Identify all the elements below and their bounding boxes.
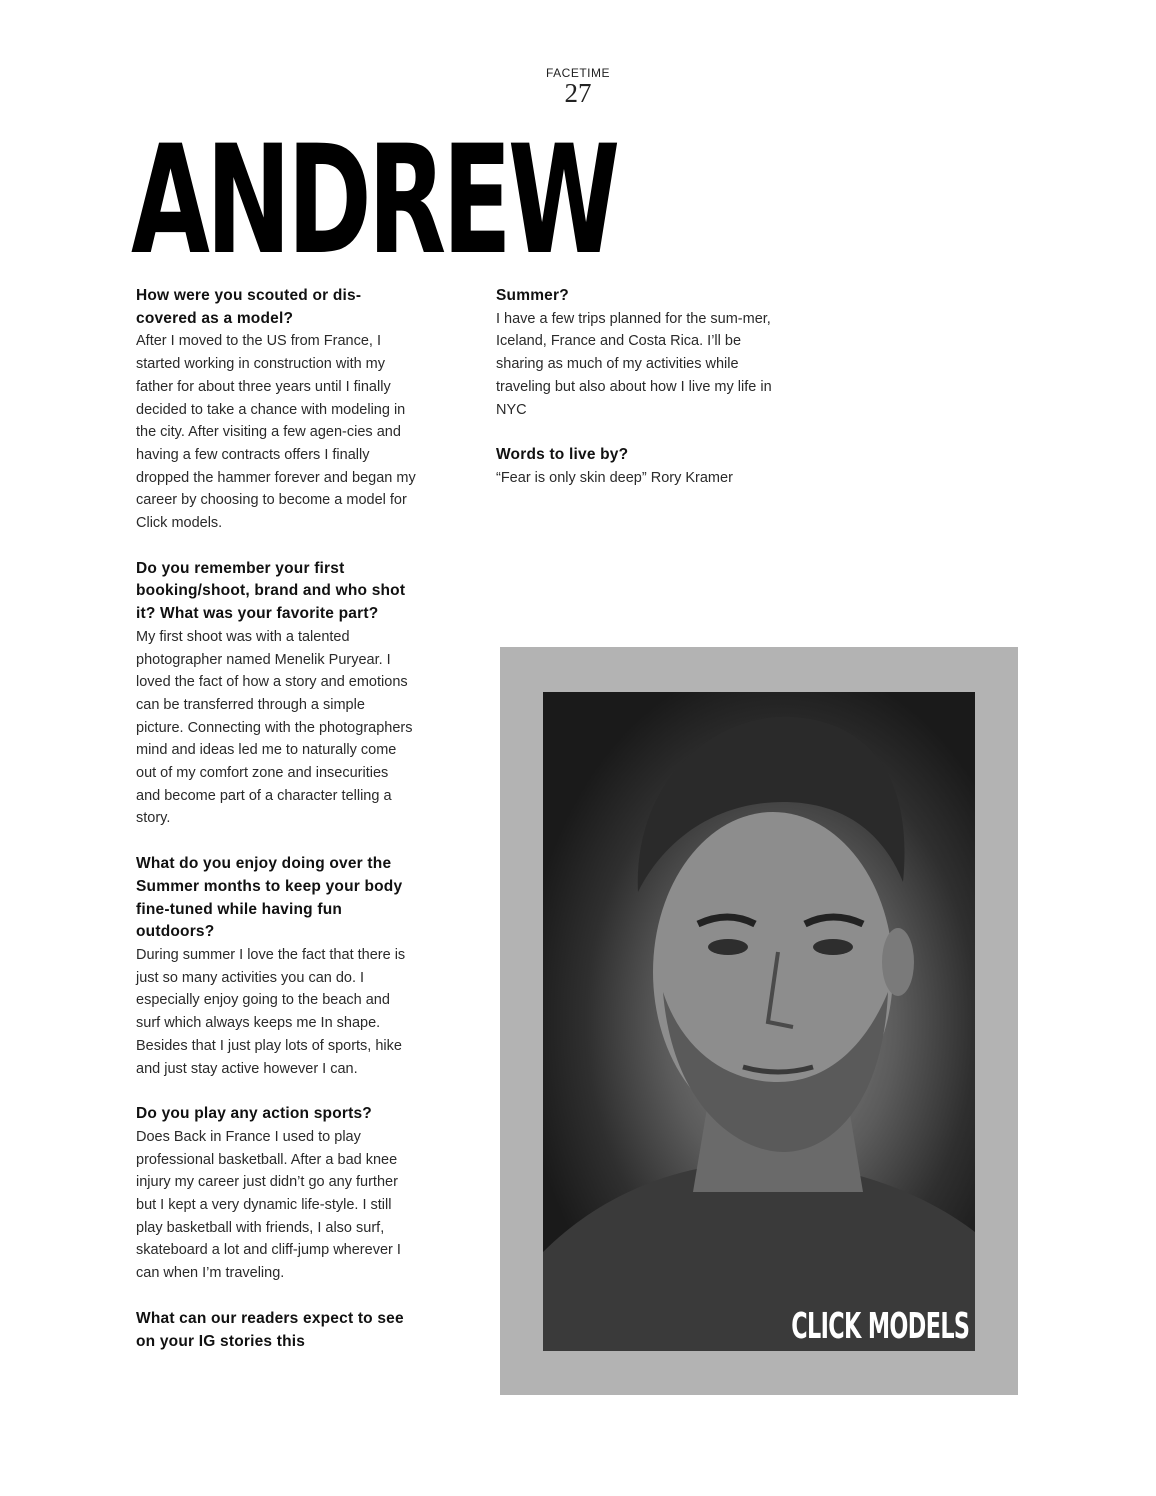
question: How were you scouted or dis-covered as a model? xyxy=(136,287,362,327)
left-column xyxy=(136,285,416,1376)
answer: After I moved to the US from France, I started working in construction with my father for about three years until I finally decided to take a chance with modeling in the city. After visiting a few agen-cies and having a few contracts offers I finally dropped the hammer forever and began my career by choosing to become a model for Click models. xyxy=(136,333,416,532)
qa-block xyxy=(136,285,416,535)
answer: Does Back in France I used to play professional basketball. After a bad knee injury my career just didn’t go any further but I kept a very dynamic life-style. I still play basketball with friends, I also surf, skateboard a lot and cliff-jump wherever I can when I’m traveling. xyxy=(136,1128,401,1282)
answer: “Fear is only skin deep” Rory Kramer xyxy=(496,469,733,486)
qa-block xyxy=(136,1308,416,1353)
qa-block xyxy=(496,285,786,421)
question: Do you remember your first booking/shoot, brand and who shot it? What was your favorite part? xyxy=(136,559,406,623)
page-title: ANDREW xyxy=(131,114,617,288)
qa-block xyxy=(496,444,786,489)
watermark: CLICK MODELS xyxy=(790,1306,969,1347)
answer: I have a few trips planned for the sum-mer, Iceland, France and Costa Rica. I’ll be sharing as much of my activities while traveling but also about how I live my life in NYC xyxy=(496,310,772,418)
section-label: FACETIME xyxy=(545,66,610,80)
page-number: 27 xyxy=(564,78,592,108)
question: Summer? xyxy=(496,287,569,304)
qa-block xyxy=(136,1103,416,1285)
portrait-photo xyxy=(543,692,975,1351)
answer: During summer I love the fact that there is just so many activities you can do. I especially enjoy going to the beach and surf which always keeps me In shape. Besides that I just play lots of sports, hike and just stay active however I can. xyxy=(136,946,406,1077)
qa-block xyxy=(136,558,416,830)
right-column xyxy=(496,285,786,513)
question: Words to live by? xyxy=(496,446,629,464)
question: What can our readers expect to see on your IG stories this xyxy=(136,1309,404,1350)
answer: My first shoot was with a talented photographer named Menelik Puryear. I loved the fact of how a story and emotions can be transferred through a simple picture. Connecting with the photographers mind and ideas led me to naturally come out of my comfort zone and insecurities and become part of a character telling a story. xyxy=(136,628,413,827)
question: Do you play any action sports? xyxy=(136,1105,372,1123)
portrait-illustration xyxy=(543,692,975,1351)
question: What do you enjoy doing over the Summer months to keep your body fine-tuned while having fun outdoors? xyxy=(136,855,403,941)
qa-block xyxy=(136,853,416,1080)
